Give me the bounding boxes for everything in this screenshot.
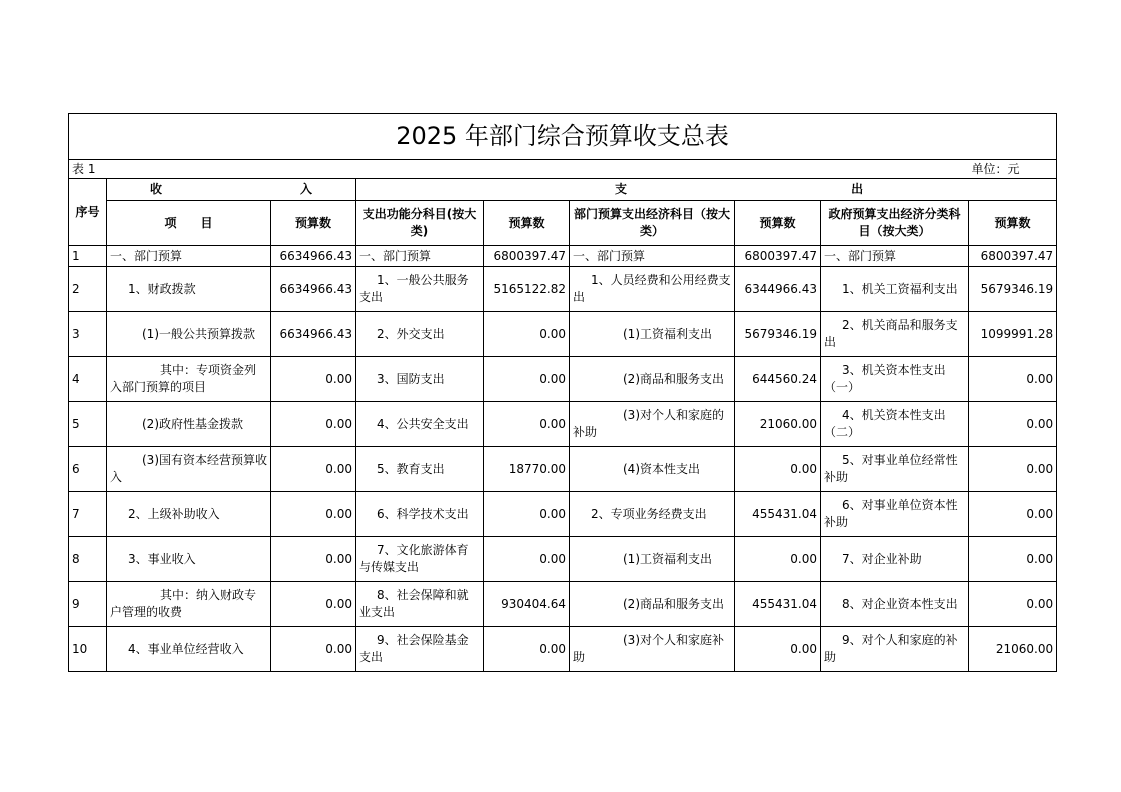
gov-amount: 0.00 <box>969 357 1057 402</box>
item-header: 项 目 <box>107 201 271 246</box>
gov-item: 7、对企业补助 <box>821 537 969 582</box>
gov-amount: 0.00 <box>969 447 1057 492</box>
income-amount: 0.00 <box>271 357 356 402</box>
gov-budget-header: 预算数 <box>969 201 1057 246</box>
func-item: 7、文化旅游体育与传媒支出 <box>356 537 484 582</box>
dept-item: 2、专项业务经费支出 <box>570 492 735 537</box>
expense-section-header <box>356 179 1057 201</box>
dept-item: (4)资本性支出 <box>570 447 735 492</box>
gov-amount: 1099991.28 <box>969 312 1057 357</box>
gov-item: 4、机关资本性支出（二） <box>821 402 969 447</box>
func-amount: 0.00 <box>484 627 570 672</box>
table-row <box>69 447 1057 492</box>
func-amount: 0.00 <box>484 492 570 537</box>
gov-amount: 0.00 <box>969 582 1057 627</box>
income-item: 其中：专项资金列入部门预算的项目 <box>107 357 271 402</box>
income-amount: 0.00 <box>271 582 356 627</box>
dept-amount: 5679346.19 <box>735 312 821 357</box>
dept-item: 一、部门预算 <box>570 246 735 267</box>
func-item: 一、部门预算 <box>356 246 484 267</box>
budget-summary-table <box>68 113 1057 672</box>
table-row <box>69 267 1057 312</box>
gov-amount: 21060.00 <box>969 627 1057 672</box>
gov-amount: 0.00 <box>969 492 1057 537</box>
expense-section-left: 支 <box>615 182 628 196</box>
dept-item: (2)商品和服务支出 <box>570 357 735 402</box>
dept-item: 1、人员经费和公用经费支出 <box>570 267 735 312</box>
gov-item: 1、机关工资福利支出 <box>821 267 969 312</box>
func-amount: 5165122.82 <box>484 267 570 312</box>
table-row <box>69 582 1057 627</box>
row-number: 6 <box>69 447 107 492</box>
unit-label: 单位：元 <box>969 160 1057 179</box>
row-number: 9 <box>69 582 107 627</box>
table-row <box>69 402 1057 447</box>
func-amount: 0.00 <box>484 402 570 447</box>
table-row <box>69 312 1057 357</box>
func-item: 3、国防支出 <box>356 357 484 402</box>
expense-section-right: 出 <box>851 182 864 196</box>
dept-amount: 6800397.47 <box>735 246 821 267</box>
dept-amount: 0.00 <box>735 627 821 672</box>
func-item: 8、社会保障和就业支出 <box>356 582 484 627</box>
row-number: 1 <box>69 246 107 267</box>
income-amount: 0.00 <box>271 492 356 537</box>
table-row <box>69 246 1057 267</box>
income-amount: 6634966.43 <box>271 312 356 357</box>
income-item: 2、上级补助收入 <box>107 492 271 537</box>
func-amount: 930404.64 <box>484 582 570 627</box>
table-row <box>69 537 1057 582</box>
income-item: 一、部门预算 <box>107 246 271 267</box>
dept-amount: 0.00 <box>735 537 821 582</box>
income-budget-header: 预算数 <box>271 201 356 246</box>
func-item: 2、外交支出 <box>356 312 484 357</box>
row-number: 7 <box>69 492 107 537</box>
income-item: (1)一般公共预算拨款 <box>107 312 271 357</box>
income-amount: 0.00 <box>271 627 356 672</box>
func-amount: 6800397.47 <box>484 246 570 267</box>
func-item: 5、教育支出 <box>356 447 484 492</box>
row-number: 4 <box>69 357 107 402</box>
dept-amount: 0.00 <box>735 447 821 492</box>
gov-amount: 0.00 <box>969 537 1057 582</box>
func-budget-header: 预算数 <box>484 201 570 246</box>
income-section-left: 收 <box>150 182 163 196</box>
dept-budget-header: 预算数 <box>735 201 821 246</box>
dept-item: (1)工资福利支出 <box>570 312 735 357</box>
func-item: 6、科学技术支出 <box>356 492 484 537</box>
row-number: 5 <box>69 402 107 447</box>
dept-amount: 644560.24 <box>735 357 821 402</box>
table-row <box>69 492 1057 537</box>
func-amount: 0.00 <box>484 312 570 357</box>
dept-item: (3)对个人和家庭的补助 <box>570 402 735 447</box>
gov-item: 5、对事业单位经常性补助 <box>821 447 969 492</box>
page-title: 2025 年部门综合预算收支总表 <box>69 114 1057 160</box>
table-row <box>69 627 1057 672</box>
func-class-header: 支出功能分科目(按大类) <box>356 201 484 246</box>
func-item: 1、一般公共服务支出 <box>356 267 484 312</box>
income-item: (2)政府性基金拨款 <box>107 402 271 447</box>
dept-item: (3)对个人和家庭补助 <box>570 627 735 672</box>
income-item: 1、财政拨款 <box>107 267 271 312</box>
gov-amount: 6800397.47 <box>969 246 1057 267</box>
income-item: 3、事业收入 <box>107 537 271 582</box>
dept-amount: 6344966.43 <box>735 267 821 312</box>
row-number: 10 <box>69 627 107 672</box>
dept-item: (1)工资福利支出 <box>570 537 735 582</box>
dept-econ-header: 部门预算支出经济科目（按大类） <box>570 201 735 246</box>
dept-amount: 455431.04 <box>735 492 821 537</box>
gov-item: 2、机关商品和服务支出 <box>821 312 969 357</box>
gov-item: 3、机关资本性支出（一） <box>821 357 969 402</box>
income-amount: 0.00 <box>271 402 356 447</box>
income-amount: 6634966.43 <box>271 246 356 267</box>
row-number: 2 <box>69 267 107 312</box>
gov-amount: 5679346.19 <box>969 267 1057 312</box>
func-item: 9、社会保险基金支出 <box>356 627 484 672</box>
dept-amount: 455431.04 <box>735 582 821 627</box>
income-item: (3)国有资本经营预算收入 <box>107 447 271 492</box>
dept-item: (2)商品和服务支出 <box>570 582 735 627</box>
dept-amount: 21060.00 <box>735 402 821 447</box>
gov-item: 8、对企业资本性支出 <box>821 582 969 627</box>
income-section-header <box>107 179 356 201</box>
seq-header: 序号 <box>69 179 107 246</box>
income-amount: 6634966.43 <box>271 267 356 312</box>
func-amount: 0.00 <box>484 357 570 402</box>
income-item: 其中：纳入财政专户管理的收费 <box>107 582 271 627</box>
income-item: 4、事业单位经营收入 <box>107 627 271 672</box>
func-amount: 0.00 <box>484 537 570 582</box>
gov-item: 6、对事业单位资本性补助 <box>821 492 969 537</box>
gov-item: 9、对个人和家庭的补助 <box>821 627 969 672</box>
gov-amount: 0.00 <box>969 402 1057 447</box>
gov-econ-header: 政府预算支出经济分类科目（按大类） <box>821 201 969 246</box>
income-amount: 0.00 <box>271 447 356 492</box>
func-amount: 18770.00 <box>484 447 570 492</box>
gov-item: 一、部门预算 <box>821 246 969 267</box>
income-amount: 0.00 <box>271 537 356 582</box>
row-number: 8 <box>69 537 107 582</box>
table-row <box>69 357 1057 402</box>
income-section-right: 入 <box>299 182 312 196</box>
func-item: 4、公共安全支出 <box>356 402 484 447</box>
table-number: 表 1 <box>69 160 969 179</box>
row-number: 3 <box>69 312 107 357</box>
